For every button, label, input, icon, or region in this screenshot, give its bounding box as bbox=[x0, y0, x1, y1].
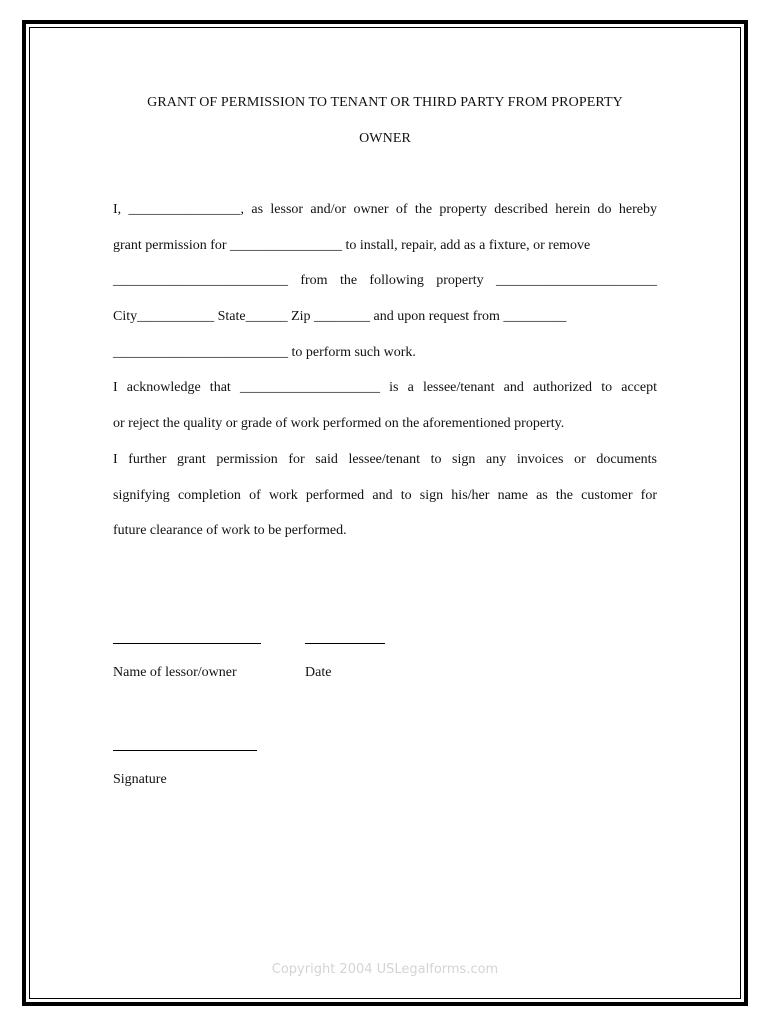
date-label: Date bbox=[305, 665, 332, 680]
document-title-line-1: GRANT OF PERMISSION TO TENANT OR THIRD PARTY FROM PROPERTY bbox=[147, 95, 623, 110]
body-line-8: I further grant permission for said lessee/tenant to sign any invoices or documents bbox=[113, 451, 657, 467]
document-title-line-2: OWNER bbox=[359, 131, 411, 146]
body-line-3: _________________________ from the following property _______________________ bbox=[113, 273, 657, 289]
date-signature-line bbox=[305, 643, 385, 644]
body-line-5: _________________________ to perform such work. bbox=[113, 344, 416, 360]
body-line-7: or reject the quality or grade of work performed on the aforementioned property. bbox=[113, 416, 565, 432]
signature-line bbox=[113, 750, 257, 751]
document-body bbox=[113, 192, 657, 549]
body-line-10: future clearance of work to be performed. bbox=[113, 523, 347, 539]
body-line-2: grant permission for ________________ to install, repair, add as a fixture, or remove bbox=[113, 237, 591, 253]
signature-label: Signature bbox=[113, 772, 167, 787]
body-line-6: I acknowledge that ____________________ is a lessee/tenant and authorized to accept bbox=[113, 380, 657, 396]
body-line-4: City___________ State______ Zip ________ and upon request from _________ bbox=[113, 309, 567, 325]
name-signature-line bbox=[113, 643, 261, 644]
name-of-lessor-label: Name of lessor/owner bbox=[113, 665, 237, 680]
body-line-1: I, ________________, as lessor and/or owner of the property described herein do hereby bbox=[113, 202, 657, 217]
body-line-9: signifying completion of work performed and to sign his/her name as the customer for bbox=[113, 487, 657, 503]
copyright-watermark: Copyright 2004 USLegalforms.com bbox=[271, 962, 499, 977]
